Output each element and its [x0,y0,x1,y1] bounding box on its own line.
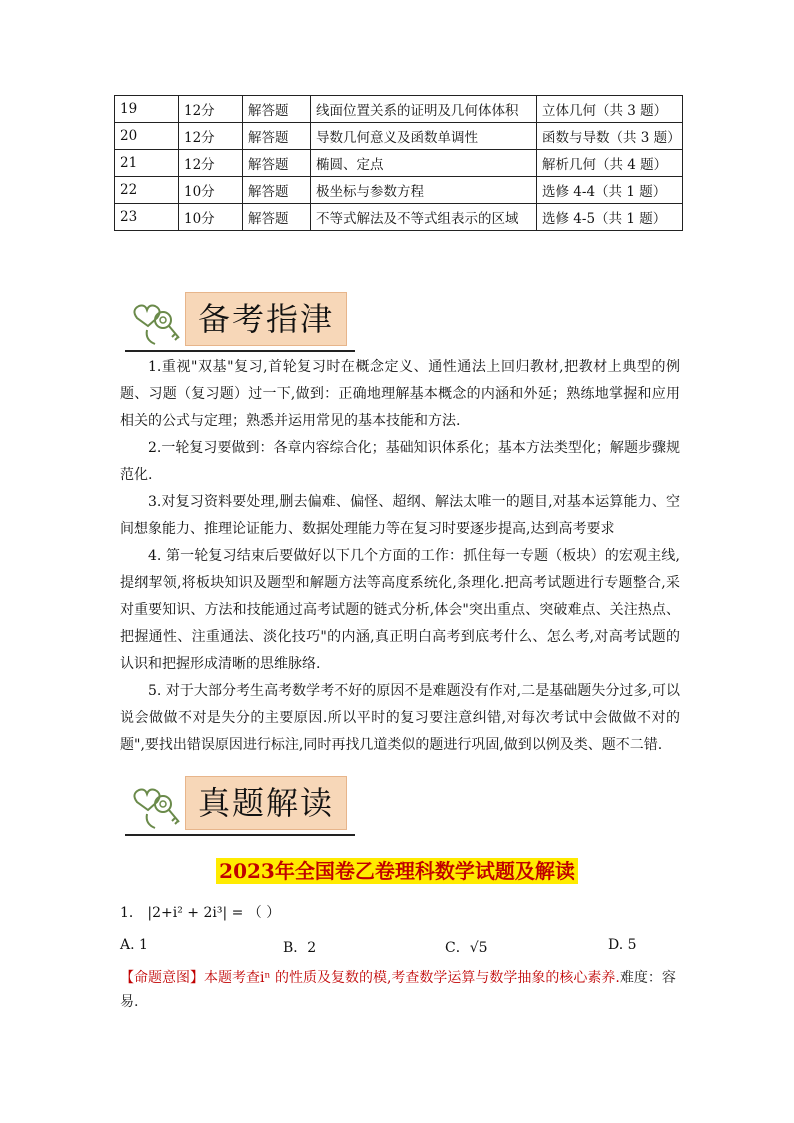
exam-title: 2023年全国卷乙卷理科数学试题及解读 [216,858,578,884]
table-row [115,177,683,204]
table-cell-score: 12分 [179,123,243,150]
option-c: C．√5 [445,940,488,956]
guide-item: 5. 对于大部分考生高考数学考不好的原因不是难题没有作对,二是基础题失分过多,可以说会做做不对是失分的主要原因.所以平时的复习要注意纠错,对每次考试中会做做不对的题",要找出错误原因进行标注,同时再找几道类似的题进行巩固,做到以例及类、题不二错. [120,683,680,753]
section-header-exam [125,770,355,836]
table-cell-score: 12分 [179,150,243,177]
table-cell-type: 解答题 [243,177,311,204]
section-underline [125,834,355,836]
table-cell-type: 解答题 [243,204,311,231]
section-title: 真题解读 [185,776,347,830]
option-d: D. 5 [608,937,637,953]
option-b: B．2 [283,940,317,956]
guide-item: 1.重视"双基"复习,首轮复习时在概念定义、通性通法上回归教材,把教材上典型的例题、习题（复习题）过一下,做到：正确地理解基本概念的内涵和外延；熟练地掌握和应用相关的公式与定理；熟悉并运用常见的基本技能和方法. [120,359,680,429]
guide-item: 4. 第一轮复习结束后要做好以下几个方面的工作：抓住每一专题（板块）的宏观主线,提纲挈领,将板块知识及题型和解题方法等高度系统化,条理化.把高考试题进行专题整合,采对重要知识、方法和技能通过高考试题的链式分析,体会"突出重点、突破难点、关注热点、把握通性、注重通法、淡化技巧"的内涵,真正明白高考到底考什么、怎么考,对高考试题的认识和把握形成清晰的思维脉络. [120,548,680,672]
exam-title-wrap [0,858,794,884]
question-intent [120,966,685,1014]
table-cell-num: 21 [115,150,179,177]
section-title: 备考指津 [185,292,347,346]
table-cell-num: 20 [115,123,179,150]
table-cell-topic: 极坐标与参数方程 [311,177,537,204]
intent-label: 【命题意图】 [120,970,204,986]
table-cell-area: 解析几何（共 4 题） [537,150,683,177]
table-cell-num: 23 [115,204,179,231]
guide-item: 2.一轮复习要做到：各章内容综合化；基础知识体系化；基本方法类型化；解题步骤规范化. [120,440,680,483]
table-cell-area: 立体几何（共 3 题） [537,96,683,123]
table-cell-num: 22 [115,177,179,204]
table-row [115,123,683,150]
table-cell-area: 函数与导数（共 3 题） [537,123,683,150]
question-1 [120,902,280,922]
table-row [115,204,683,231]
table-cell-num: 19 [115,96,179,123]
guide-paragraphs [120,354,680,759]
key-heart-icon [129,288,189,350]
table-cell-score: 10分 [179,204,243,231]
section-underline [125,350,355,352]
table-cell-topic: 椭圆、定点 [311,150,537,177]
table-cell-type: 解答题 [243,150,311,177]
table-cell-score: 12分 [179,96,243,123]
intent-body: 本题考查iⁿ 的性质及复数的模,考查数学运算与数学抽象的核心素养. [204,970,620,986]
table-cell-score: 10分 [179,177,243,204]
table-row [115,96,683,123]
table-cell-topic: 线面位置关系的证明及几何体体积 [311,96,537,123]
table-row [115,150,683,177]
table-cell-area: 选修 4-4（共 1 题） [537,177,683,204]
intent-difficulty: 难度：容易. [120,970,676,1010]
table-cell-area: 选修 4-5（共 1 题） [537,204,683,231]
question-expression: |2+i² + 2i³| = （ ） [147,905,281,921]
table-cell-topic: 导数几何意义及函数单调性 [311,123,537,150]
section-header-guide [125,286,355,352]
table-cell-type: 解答题 [243,123,311,150]
table-cell-topic: 不等式解法及不等式组表示的区域 [311,204,537,231]
exam-topic-table [114,95,683,231]
question-number: 1． [120,905,143,921]
option-a: A. 1 [120,937,148,953]
key-heart-icon [129,772,189,834]
table-cell-type: 解答题 [243,96,311,123]
guide-item: 3.对复习资料要处理,删去偏难、偏怪、超纲、解法太唯一的题目,对基本运算能力、空间想象能力、推理论证能力、数据处理能力等在复习时要逐步提高,达到高考要求 [120,494,680,537]
